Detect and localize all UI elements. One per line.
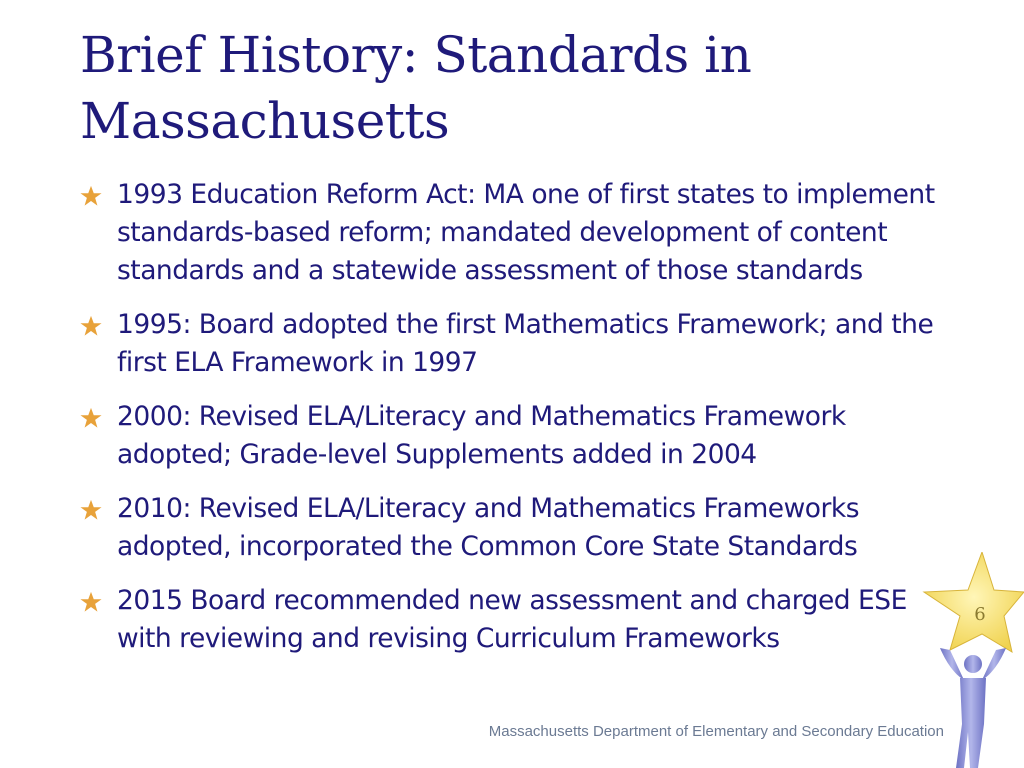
bullet-item: [80, 176, 960, 290]
star-icon: [80, 407, 102, 429]
slide-title: Brief History: Standards in Massachusetts: [80, 26, 752, 150]
bullet-item: [80, 582, 960, 658]
bullet-text: 2000: Revised ELA/Literacy and Mathematics Framework adopted; Grade-level Supplements added in 2004: [117, 401, 846, 470]
bullet-text: 1993 Education Reform Act: MA one of first states to implement standards-based reform; mandated development of content standards and a statewide assessment of those standards: [117, 179, 935, 286]
footer-text: Massachusetts Department of Elementary and Secondary Education: [488, 723, 944, 740]
star-icon: [80, 315, 102, 337]
star-icon: [80, 185, 102, 207]
bullet-item: [80, 490, 960, 566]
bullet-item: [80, 398, 960, 474]
page-number: 6: [974, 604, 986, 625]
bullet-item: [80, 306, 960, 382]
bullet-list: [80, 176, 960, 674]
bullet-text: 2010: Revised ELA/Literacy and Mathematics Frameworks adopted, incorporated the Common Core State Standards: [117, 493, 859, 562]
star-icon: [80, 499, 102, 521]
bullet-text: 1995: Board adopted the first Mathematics Framework; and the first ELA Framework in 1997: [117, 309, 934, 378]
star-icon: [80, 591, 102, 613]
bullet-text: 2015 Board recommended new assessment and charged ESE with reviewing and revising Curriculum Frameworks: [117, 585, 907, 654]
